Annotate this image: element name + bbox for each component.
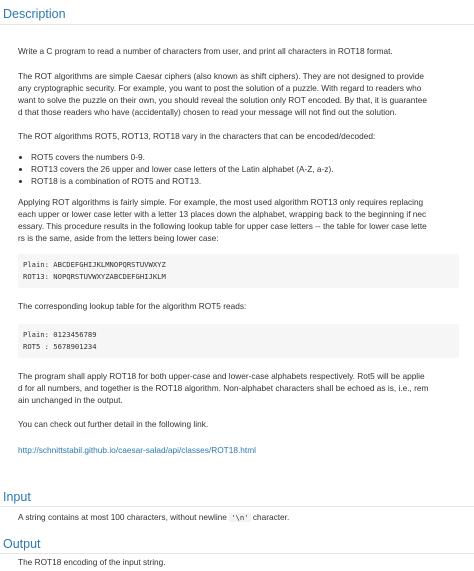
rot5-paragraph: The corresponding lookup table for the algorithm ROT5 reads:	[18, 301, 247, 311]
rot18-line: d for all numbers, and together is the ROT18 algorithm. Non-alphabet characters shall be echoed as is, i.e., rem	[18, 383, 429, 393]
variants-paragraph: The ROT algorithms ROT5, ROT13, ROT18 vary in the characters that can be encoded/decoded:	[18, 131, 376, 141]
rot-intro-line: any cryptographic security. For example, you want to post the solution of a puzzle. With regard to readers who	[18, 83, 422, 93]
rot-intro-line: want to solve the puzzle on their own, you should reveal the solution only ROT encoded. By that, it is guarantee	[18, 95, 427, 105]
variants-list	[18, 151, 464, 187]
list-item: • ROT5 covers the numbers 0-9.	[31, 151, 464, 163]
link-intro-paragraph: You can check out further detail in the following link.	[18, 419, 209, 429]
intro-paragraph: Write a C program to read a number of characters from user, and print all characters in ROT18 format.	[18, 46, 393, 56]
rot18-line: ain unchanged in the output.	[18, 395, 123, 405]
list-item: • ROT13 covers the 26 upper and lower case letters of the Latin alphabet (A-Z, a-z).	[31, 163, 464, 175]
newline-code: '\n'	[231, 513, 249, 522]
rot13-line: essary. This procedure results in the following lookup table for upper case letters -- the table for lower case lette	[18, 221, 427, 231]
output-paragraph: The ROT18 encoding of the input string.	[18, 557, 166, 567]
rot-intro-line: d that those readers who have (accidentally) chosen to read your message will not find out the solution.	[18, 107, 397, 117]
code-line: Plain: ABCDEFGHIJKLMNOPQRSTUVWXYZ	[23, 260, 166, 269]
rot18-paragraph	[18, 370, 464, 406]
link-paragraph	[18, 444, 464, 456]
code-line: ROT5 : 5678901234	[23, 342, 97, 351]
description-content	[18, 45, 464, 456]
input-text-before: A string contains at most 100 characters, without newline	[18, 512, 230, 522]
rot-intro-line: The ROT algorithms are simple Caesar ciphers (also known as shift ciphers). They are not designed to provide	[18, 71, 424, 81]
list-item: • ROT18 is a combination of ROT5 and ROT13.	[31, 175, 464, 187]
input-divider	[0, 506, 474, 507]
output-heading: Output	[3, 537, 41, 551]
rot5-code-block	[18, 324, 459, 358]
input-heading: Input	[3, 490, 31, 504]
description-divider	[0, 24, 474, 25]
rot18-line: The program shall apply ROT18 for both upper-case and lower-case alphabets respectively. Rot5 will be applie	[18, 371, 425, 381]
code-line: Plain: 0123456789	[23, 330, 97, 339]
rot13-line: rs is the same, aside from the letters being lower case:	[18, 233, 219, 243]
code-line: ROT13: NOPQRSTUVWXYZABCDEFGHIJKLM	[23, 272, 166, 281]
rot13-code-block	[18, 254, 459, 288]
rot-intro-paragraph	[18, 70, 464, 118]
input-text-after: character.	[250, 512, 290, 522]
rot13-paragraph	[18, 196, 464, 244]
rot18-reference-link[interactable]: http://schnittstabil.github.io/caesar-salad/api/classes/ROT18.html	[18, 445, 256, 455]
input-paragraph	[18, 511, 464, 524]
rot13-line: each upper or lower case letter with a letter 13 places down the alphabet, wrapping back to the beginning if nec	[18, 209, 427, 219]
input-content	[18, 511, 464, 524]
description-heading: Description	[3, 7, 66, 21]
output-content	[18, 556, 464, 568]
output-divider	[0, 553, 474, 554]
rot13-line: Applying ROT algorithms is fairly simple. For example, the most used algorithm ROT13 only requires replacing	[18, 197, 424, 207]
